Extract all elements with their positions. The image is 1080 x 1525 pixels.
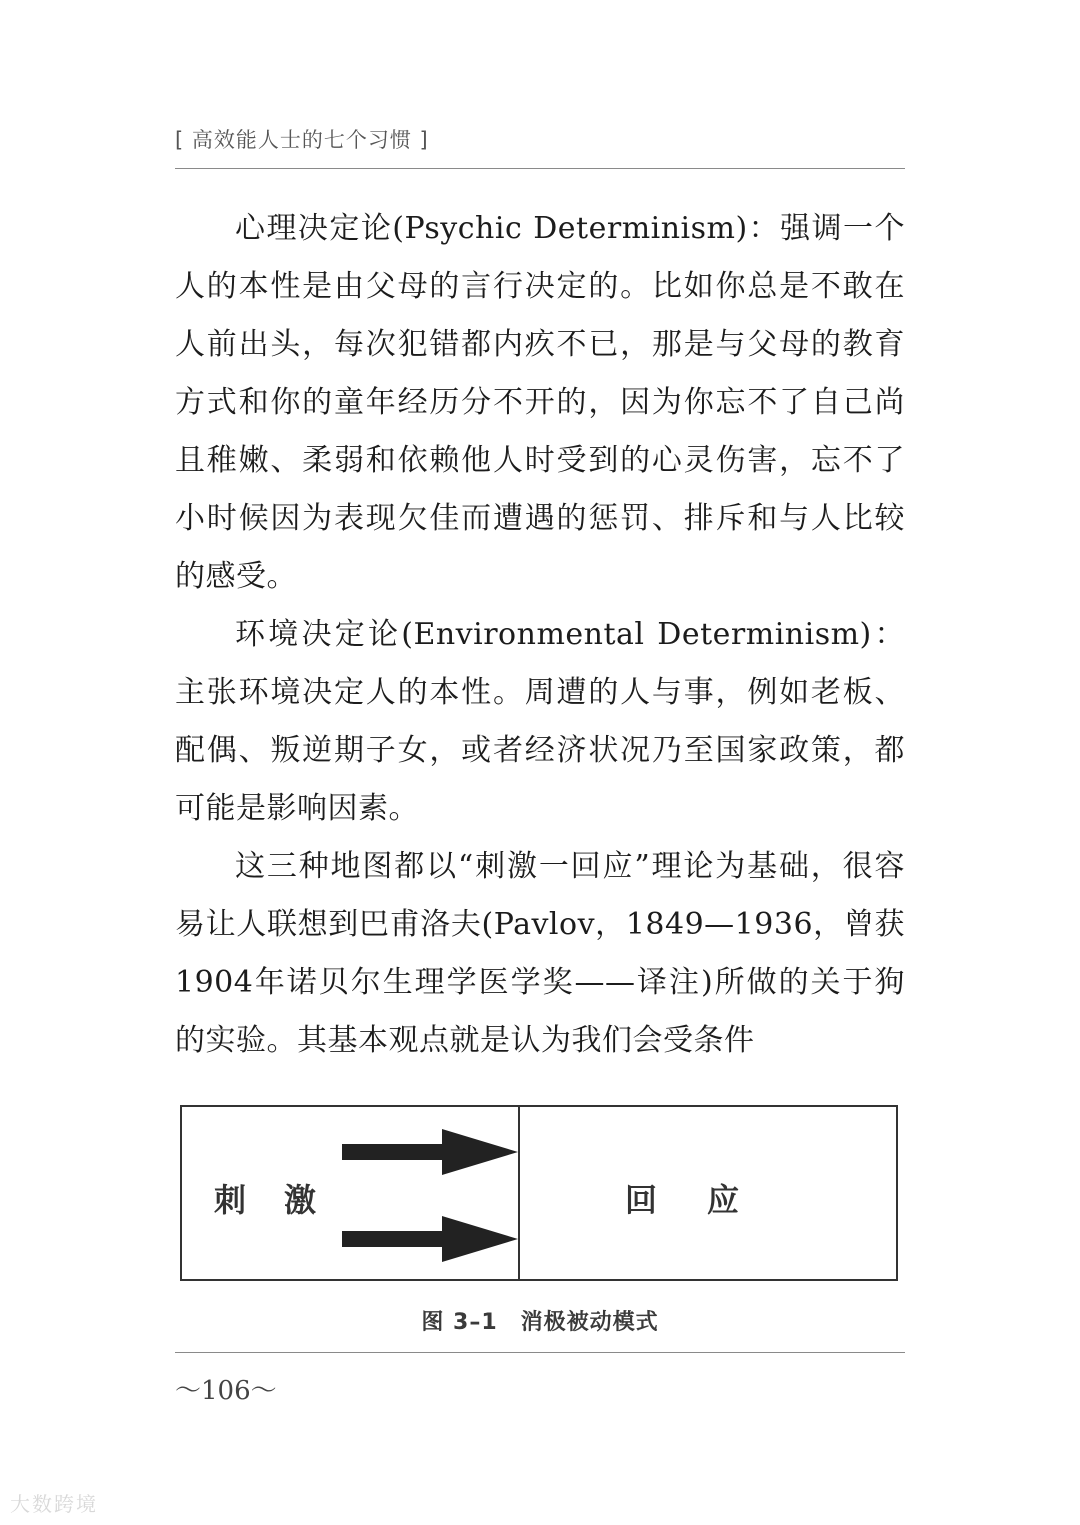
footer-rule — [175, 1352, 905, 1353]
header-rule — [175, 168, 905, 169]
paragraph-stimulus-response: 这三种地图都以“刺激一回应”理论为基础，很容易让人联想到巴甫洛夫(Pavlov，1849—1936，曾获1904年诺贝尔生理学医学奖——译注)所做的关于狗的实验。其基本观点就是认为我们会受条件 — [175, 849, 905, 1058]
running-title: [ 高效能人士的七个习惯 ] — [175, 128, 429, 152]
watermark: 大数跨境 — [10, 1492, 98, 1516]
paragraph-environmental-determinism: 环境决定论(Environmental Determinism)：主张环境决定人的本性。周遭的人与事，例如老板、配偶、叛逆期子女，或者经济状况乃至国家政策，都可能是影响因素。 — [175, 617, 905, 826]
upper-arrow-icon — [342, 1127, 518, 1177]
lower-arrow-icon — [342, 1214, 518, 1264]
reactive-model-diagram — [180, 1105, 898, 1281]
paragraph-psychic-determinism: 心理决定论(Psychic Determinism)：强调一个人的本性是由父母的言行决定的。比如你总是不敢在人前出头，每次犯错都内疚不已，那是与父母的教育方式和你的童年经历分不开的，因为你忘不了自己尚且稚嫩、柔弱和依赖他人时受到的心灵伤害，忘不了小时候因为表现欠佳而遭遇的惩罚、排斥和与人比较的感受。 — [175, 211, 905, 594]
body-text — [175, 200, 905, 1070]
response-label: 回应 — [624, 1181, 789, 1219]
stimulus-label: 刺激 — [214, 1181, 355, 1219]
page-number: ～106～ — [175, 1376, 277, 1406]
figure-caption: 图 3–1 消极被动模式 — [421, 1310, 659, 1335]
